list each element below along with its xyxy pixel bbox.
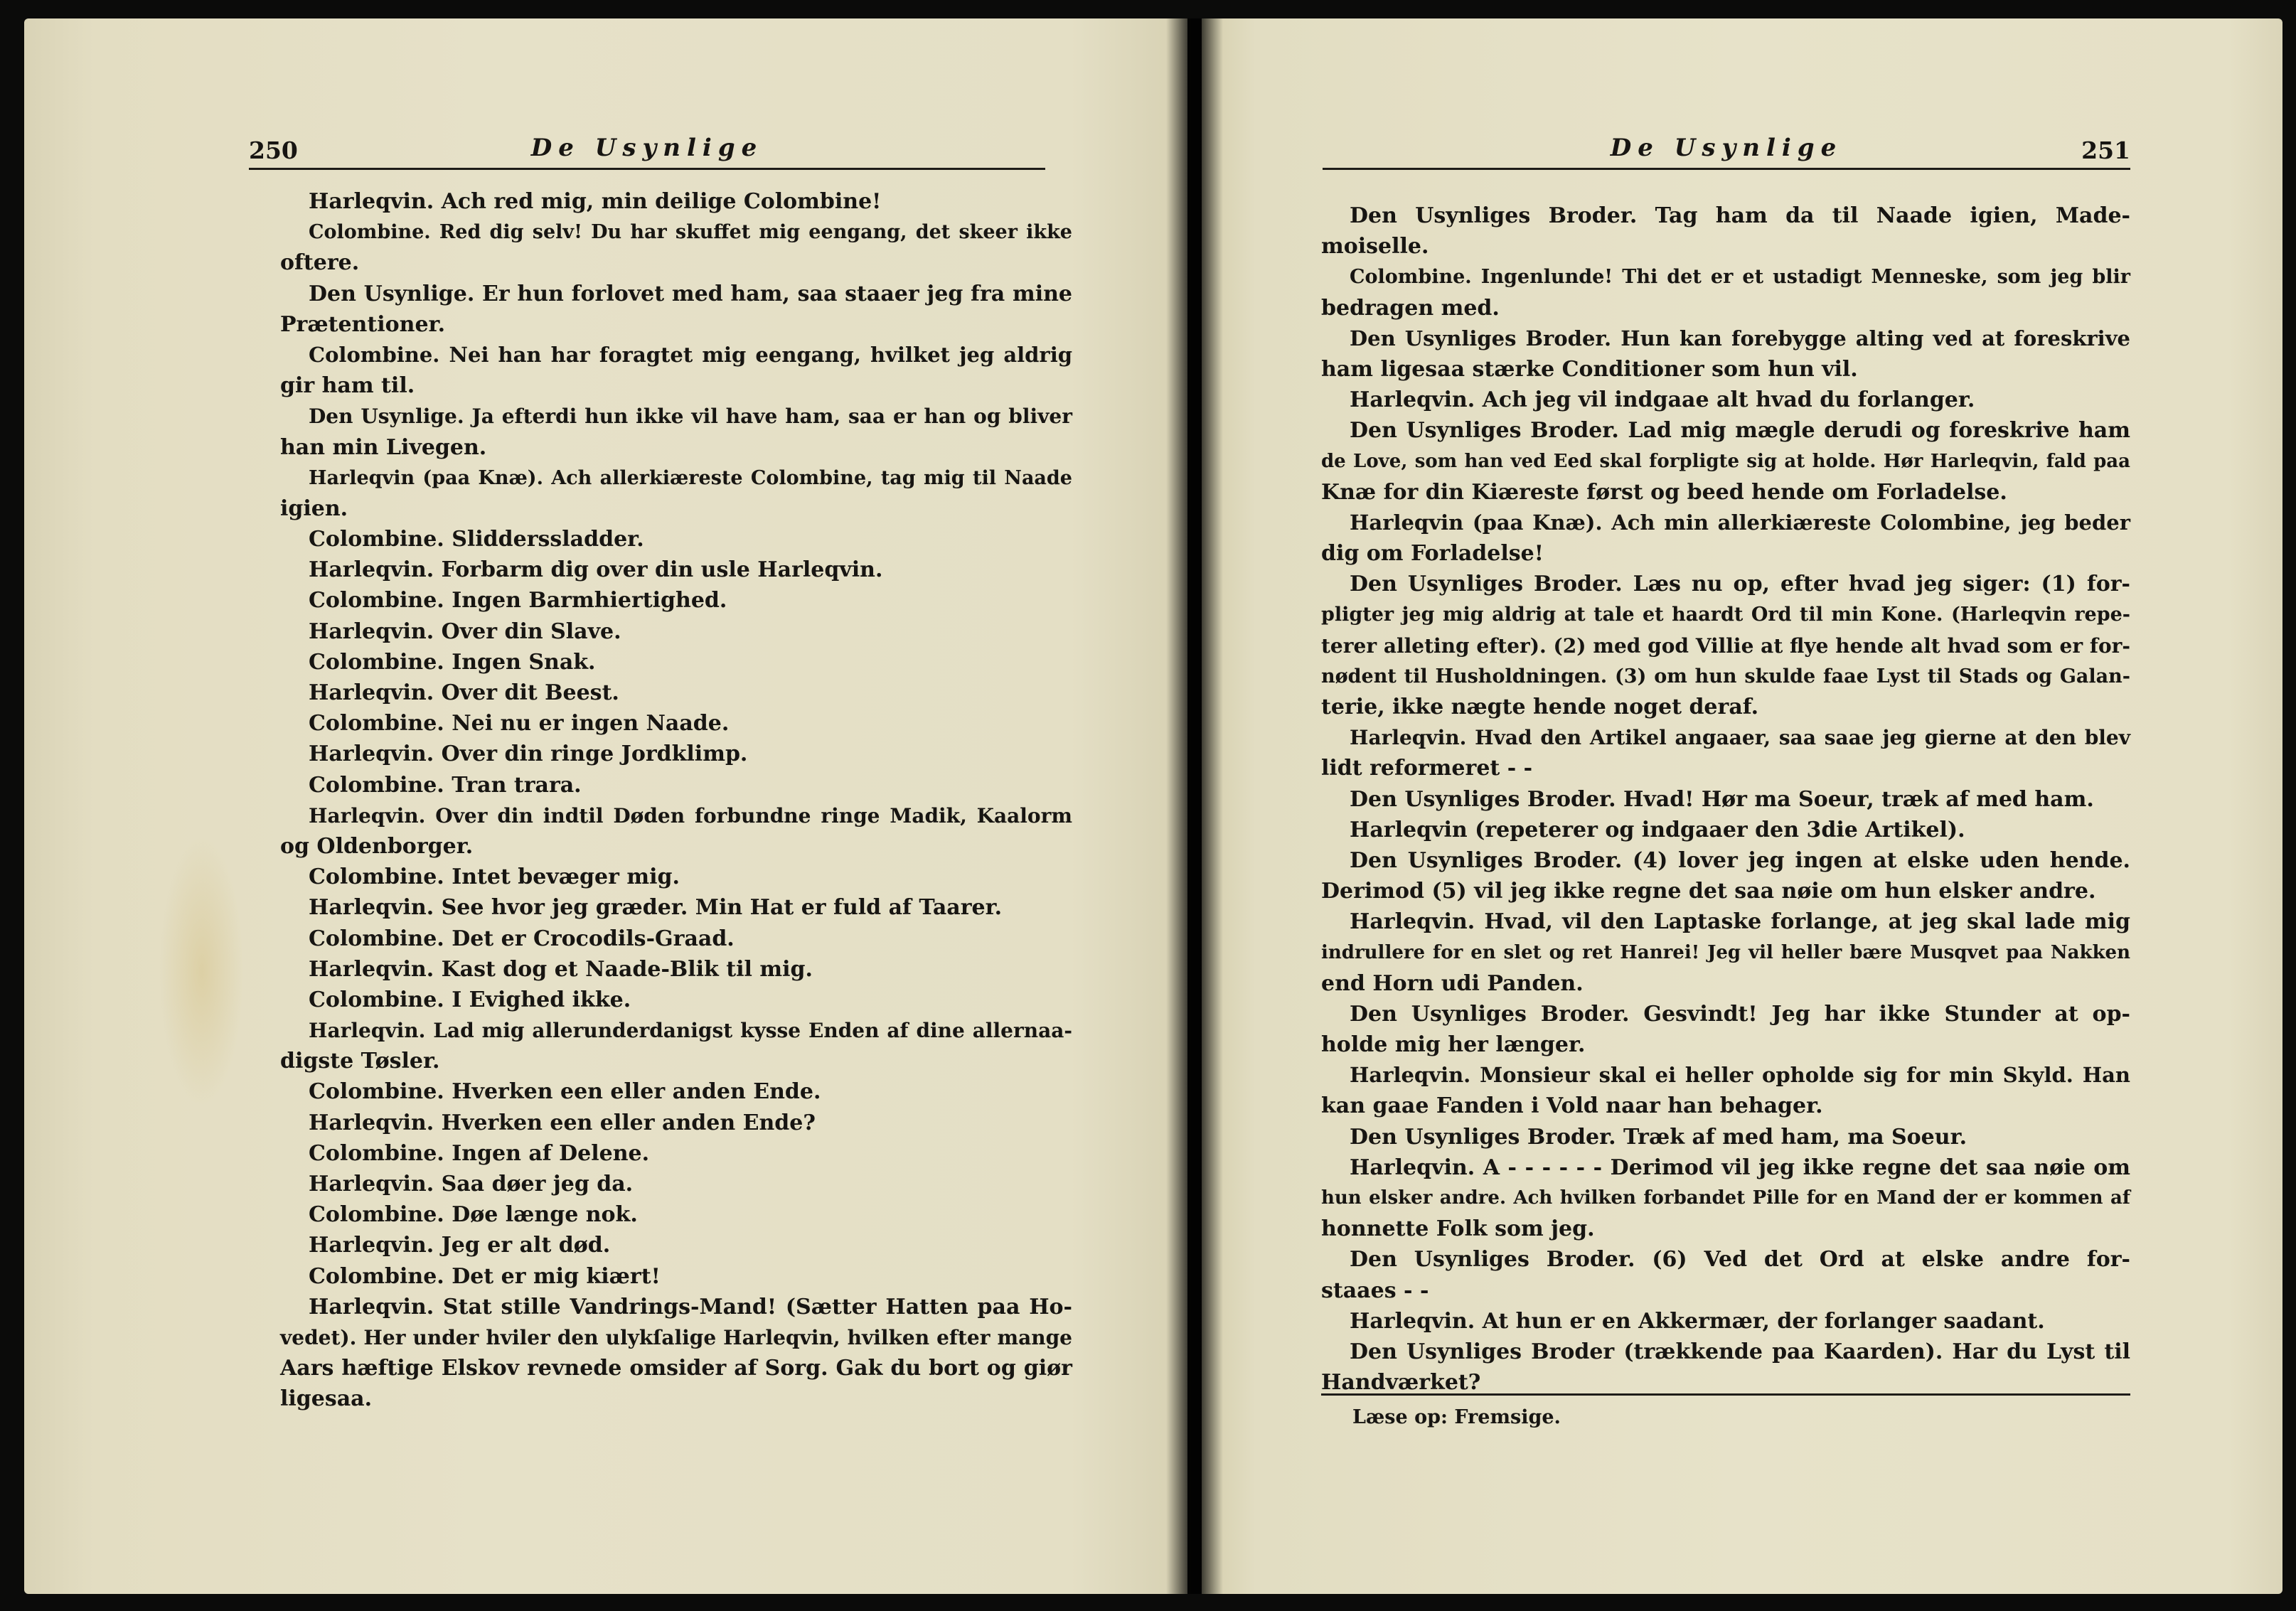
text-line: nødent til Husholdningen. (3) om hun skulde faae Lyst til Stads og Galan- <box>1321 665 2130 687</box>
footnote-rule <box>1321 1393 2130 1396</box>
text-line: og Oldenborger. <box>280 833 474 859</box>
page-number: 250 <box>249 137 298 164</box>
text-line: Colombine. I Evighed ikke. <box>309 987 631 1012</box>
text-line: ligesaa. <box>280 1386 373 1412</box>
book-gutter <box>1166 18 1223 1594</box>
text-line: Harleqvin (paa Knæ). Ach min allerkiæreste Colombine, jeg beder <box>1350 510 2130 535</box>
text-line: Harleqvin. At hun er en Akkermær, der forlanger saadant. <box>1350 1308 2045 1334</box>
text-line: Aars hæftige Elskov revnede omsider af Sorg. Gak du bort og giør <box>280 1356 1072 1381</box>
text-line: Colombine. Det er mig kiært! <box>309 1263 661 1289</box>
right-page-header <box>1323 125 2130 170</box>
text-line: Colombine. Intet bevæger mig. <box>309 865 680 890</box>
text-line: Harleqvin. Forbarm dig over din usle Harleqvin. <box>309 557 883 583</box>
text-line: Den Usynliges Broder. Lad mig mægle derudi og foreskrive ham <box>1350 418 2130 444</box>
text-line: Den Usynliges Broder. Træk af med ham, ma Soeur. <box>1350 1124 1967 1150</box>
text-line: indrullere for en slet og ret Hanrei! Jeg vil heller bære Musqvet paa Nakken <box>1321 941 2130 963</box>
text-line: Derimod (5) vil jeg ikke regne det saa nøie om hun elsker andre. <box>1321 879 2096 904</box>
text-line: pligter jeg mig aldrig at tale et haardt Ord til min Kone. (Harleqvin repe- <box>1321 604 2130 626</box>
text-line: Harleqvin (paa Knæ). Ach allerkiæreste Colombine, tag mig til Naade <box>309 466 1072 489</box>
paper-stain <box>159 836 245 1106</box>
text-line: oftere. <box>280 250 360 276</box>
text-line: Harleqvin. Stat stille Vandrings-Mand! (Sætter Hatten paa Ho- <box>309 1294 1072 1320</box>
text-line: Colombine. Ingen Barmhiertighed. <box>309 588 727 614</box>
text-line: Prætentioner. <box>280 311 446 337</box>
text-line: Harleqvin. See hvor jeg græder. Min Hat er fuld af Taarer. <box>309 895 1003 921</box>
text-line: igien. <box>280 496 348 521</box>
text-line: Den Usynliges Broder. Læs nu op, efter hvad jeg siger: (1) for- <box>1350 572 2130 597</box>
text-line: Harleqvin. A - - - - - - Derimod vil jeg ikke regne det saa nøie om <box>1350 1155 2130 1180</box>
text-line: Knæ for din Kiæreste først og beed hende om Forladelse. <box>1321 479 2007 505</box>
text-line: Colombine. Nei nu er ingen Naade. <box>309 711 730 737</box>
running-title: De Usynlige <box>1610 134 1843 162</box>
text-line: terer alleting efter). (2) med god Villie at flye hende alt hvad som er for- <box>1321 633 2130 658</box>
page-number: 251 <box>2081 137 2130 164</box>
text-line: Den Usynlige. Ja efterdi hun ikke vil have ham, saa er han og bliver <box>309 405 1072 429</box>
text-line: staaes - - <box>1321 1278 1429 1303</box>
text-line: ham ligesaa stærke Conditioner som hun vil. <box>1321 356 1858 382</box>
text-line: Colombine. Døe længe nok. <box>309 1202 638 1228</box>
text-line: gir ham til. <box>280 373 415 399</box>
text-line: Den Usynliges Broder. (4) lover jeg ingen at elske uden hende. <box>1350 847 2130 873</box>
text-line: de Love, som han ved Eed skal forpligte sig at holde. Hør Harleqvin, fald paa <box>1321 450 2130 472</box>
text-line: hun elsker andre. Ach hvilken forbandet Pille for en Mand der er kommen af <box>1321 1187 2130 1209</box>
text-line: Colombine. Hverken een eller anden Ende. <box>309 1079 821 1105</box>
right-page <box>1202 18 2282 1594</box>
text-line: Harleqvin. Kast dog et Naade-Blik til mig. <box>309 956 813 982</box>
text-line: terie, ikke nægte hende noget deraf. <box>1321 695 1759 719</box>
text-line: Harleqvin. Saa døer jeg da. <box>309 1172 634 1197</box>
text-line: Harleqvin. Jeg er alt død. <box>309 1233 611 1258</box>
text-line: digste Tøsler. <box>280 1049 440 1074</box>
text-line: Colombine. Red dig selv! Du har skuffet mig eengang, det skeer ikke <box>309 221 1072 244</box>
text-line: Harleqvin. Hvad den Artikel angaaer, saa saae jeg gierne at den blev <box>1350 726 2130 750</box>
left-page-header <box>249 125 1045 170</box>
running-title: De Usynlige <box>530 134 764 162</box>
text-line: Harleqvin. Over dit Beest. <box>309 680 619 705</box>
text-line: Den Usynliges Broder. Gesvindt! Jeg har ikke Stunder at op- <box>1350 1001 2130 1027</box>
text-line: kan gaae Fanden i Vold naar han behager. <box>1321 1093 1823 1119</box>
text-line: Harleqvin. Lad mig allerunderdanigst kysse Enden af dine allernaa- <box>309 1019 1072 1043</box>
text-line: Harleqvin. Ach jeg vil indgaae alt hvad du forlanger. <box>1350 387 1975 413</box>
text-line: Colombine. Tran trara. <box>309 772 582 798</box>
text-line: han min Livegen. <box>280 434 487 460</box>
right-page-body <box>1321 200 2130 1398</box>
text-line: Den Usynliges Broder (trækkende paa Kaarden). Har du Lyst til <box>1350 1339 2130 1364</box>
text-line: moiselle. <box>1321 234 1429 259</box>
text-line: honnette Folk som jeg. <box>1321 1216 1595 1242</box>
text-line: Colombine. Ingen af Delene. <box>309 1140 650 1166</box>
text-line: Harleqvin. Monsieur skal ei heller opholde sig for min Skyld. Han <box>1350 1063 2130 1088</box>
text-line: Colombine. Det er Crocodils-Graad. <box>309 926 735 951</box>
text-line: lidt reformeret - - <box>1321 756 1533 781</box>
text-line: Den Usynliges Broder. Tag ham da til Naade igien, Made- <box>1350 203 2130 228</box>
text-line: vedet). Her under hviler den ulykſalige Harleqvin, hvilken efter mange <box>280 1325 1072 1349</box>
text-line: Den Usynliges Broder. (6) Ved det Ord at elske andre for- <box>1350 1247 2130 1273</box>
footnote: Læse op: Fremsige. <box>1352 1406 1561 1428</box>
text-line: Harleqvin. Over din ringe Jordklimp. <box>309 742 748 767</box>
text-line: Den Usynliges Broder. Hvad! Hør ma Soeur, træk af med ham. <box>1350 786 2094 812</box>
text-line: Harleqvin. Hverken een eller anden Ende? <box>309 1110 816 1135</box>
text-line: Harleqvin. Hvad, vil den Laptaske forlange, at jeg skal lade mig <box>1350 909 2130 935</box>
text-line: Den Usynliges Broder. Hun kan forebygge alting ved at foreskrive <box>1350 326 2130 350</box>
text-line: Den Usynlige. Er hun forlovet med ham, saa staaer jeg fra mine <box>309 281 1072 306</box>
text-line: Harleqvin (repeterer og indgaaer den 3die Artikel). <box>1350 817 1965 842</box>
text-line: Harleqvin. Over din Slave. <box>309 619 621 644</box>
text-line: Handværket? <box>1321 1370 1481 1396</box>
text-line: Colombine. Slidderssladder. <box>309 527 644 552</box>
text-line: bedragen med. <box>1321 295 1500 321</box>
text-line: holde mig her længer. <box>1321 1032 1586 1058</box>
left-page <box>24 18 1187 1594</box>
text-line: Harleqvin. Over din indtil Døden forbundne ringe Madik, Kaalorm <box>309 803 1072 828</box>
text-line: Colombine. Ingen Snak. <box>309 649 596 675</box>
left-page-body <box>280 186 1072 1415</box>
text-line: Colombine. Ingenlunde! Thi det er et ustadigt Menneske, som jeg blir <box>1350 266 2130 289</box>
text-line: Colombine. Nei han har foragtet mig eengang, hvilket jeg aldrig <box>309 342 1072 367</box>
text-line: Harleqvin. Ach red mig, min deilige Colombine! <box>309 189 882 214</box>
text-line: end Horn udi Panden. <box>1321 970 1584 996</box>
text-line: dig om Forladelse! <box>1321 541 1544 567</box>
